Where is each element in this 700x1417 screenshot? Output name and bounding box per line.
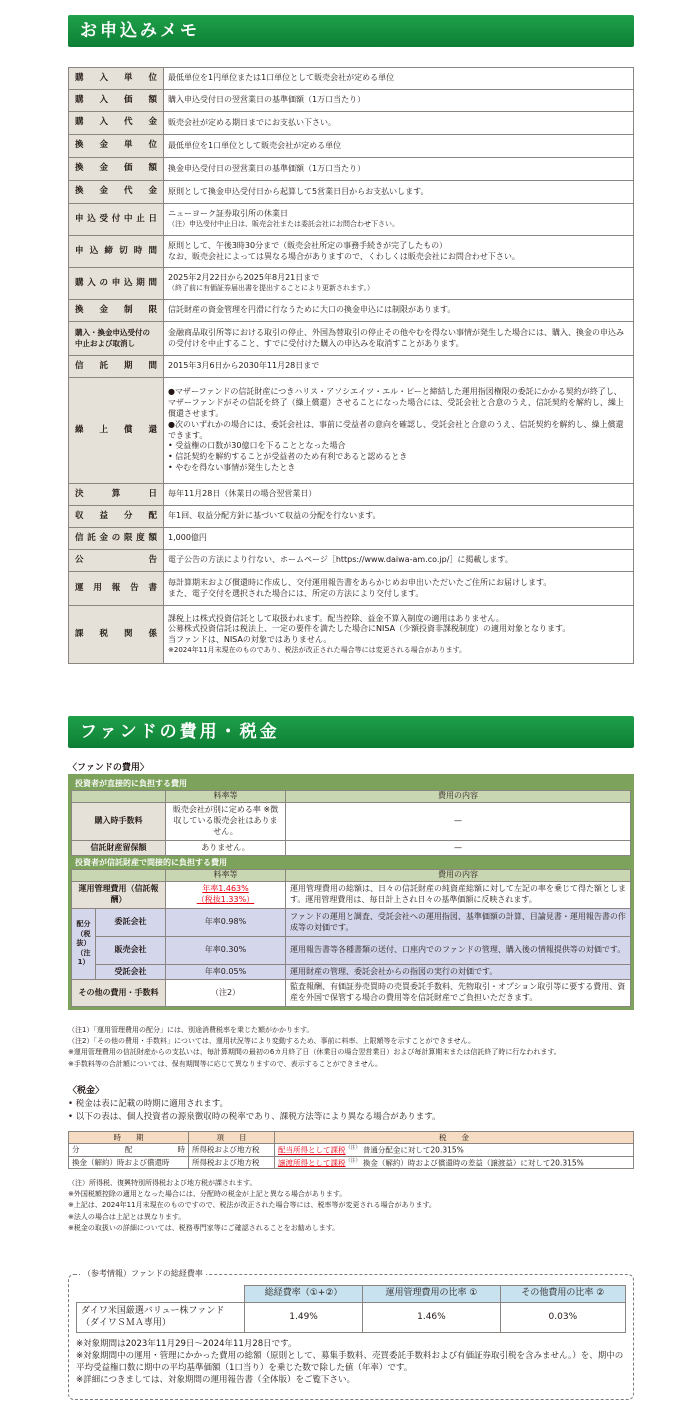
row-value: 購入申込受付日の翌営業日の基準価額（1万口当たり） (164, 90, 634, 112)
table-row (69, 135, 634, 158)
table-row (69, 204, 634, 236)
total-ratio: 1.49% (245, 1303, 363, 1333)
col-content-header: 費用の内容 (286, 791, 631, 803)
row-key: 受託会社 (96, 965, 166, 980)
col-other-header: その他費用の比率 ② (500, 1286, 625, 1303)
note-line: ※税金の取扱いの詳細については、税務専門家等にご確認されることをお勧めします。 (68, 1223, 340, 1232)
blank-header (72, 791, 166, 803)
expense-ratio-table (76, 1285, 626, 1333)
mgmt-rate-ex-tax: （税抜1.33%） (196, 895, 255, 904)
fee-notes (68, 1025, 561, 1070)
table-row (72, 965, 631, 980)
section-title: お申込みメモ (80, 21, 200, 41)
col-content-header: 費用の内容 (286, 870, 631, 882)
row-text: 原則として、午後3時30分まで（販売会社所定の事務手続きが完了したもの） (168, 240, 448, 250)
tax-note-mark: （注） (345, 1145, 361, 1151)
row-tax (275, 1156, 634, 1169)
row-content: 運用管理費用の総額は、日々の信託財産の純資産総額に対して左記の率を乗じて得た額とします。運用管理費用は、毎日計上され日々の基準価額に反映されます。 (286, 882, 631, 909)
note-line: ※詳細につきましては、対象期間の運用報告書（全体版）をご覧下さい。 (76, 1374, 355, 1385)
row-content: 運用報告書等各種書類の送付、口座内でのファンドの管理、購入後の情報提供等の対価です。 (286, 937, 631, 965)
table-row (69, 356, 634, 378)
note-line: ※対象期間は2023年11月29日～2024年11月28日です。 (76, 1339, 297, 1349)
table-header-row (72, 791, 631, 803)
row-key: 購入代金 (69, 112, 164, 135)
row-content: — (286, 841, 631, 856)
table-header-row (77, 1286, 626, 1303)
application-memo-table (68, 67, 634, 664)
row-key: 公告 (69, 550, 164, 572)
row-line: 当ファンドは、NISAの対象ではありません。 (168, 635, 332, 645)
col-rate-header: 料率等 (166, 870, 286, 882)
row-text-2: なお、販売会社によっては異なる場合がありますので、くわしくは販売会社にお問合わせ下さい。 (168, 251, 520, 261)
table-row (69, 1144, 634, 1157)
table-row (69, 528, 634, 550)
table-row (72, 803, 631, 841)
row-item: 所得税および地方税 (189, 1156, 275, 1169)
table-row (69, 606, 634, 664)
row-item: 所得税および地方税 (189, 1144, 275, 1157)
row-key: 収益分配 (69, 506, 164, 528)
row-note: （終了前に有価証券届出書を提出することにより更新されます。） (168, 284, 374, 293)
row-value: 年1回、収益分配方針に基づいて収益の分配を行ないます。 (164, 506, 634, 528)
section-header-fees-tax (68, 716, 634, 748)
bullet-line: • 税金は表に記載の時期に適用されます。 (68, 1099, 229, 1109)
section-header-application-memo (68, 15, 634, 47)
table-row (72, 841, 631, 856)
table-row (69, 158, 634, 181)
row-note: （注）申込受付中止日は、販売会社または委託会社にお問合わせ下さい。 (168, 220, 399, 229)
table-row (69, 1156, 634, 1169)
row-key: 販売会社 (96, 937, 166, 965)
tax-tag: 譲渡所得として課税 (278, 1158, 346, 1167)
col-mgmt-header: 運用管理費用の比率 ① (363, 1286, 501, 1303)
row-key: 申込受付中止日 (69, 204, 164, 236)
row-key: 換金代金 (69, 181, 164, 204)
row-value (164, 204, 634, 236)
row-key: 運用管理費用（信託報酬） (72, 882, 166, 909)
table-row (69, 68, 634, 90)
row-rate (166, 882, 286, 909)
indirect-cost-table (71, 869, 631, 1007)
table-row (77, 1303, 626, 1333)
row-value: 換金申込受付日の翌営業日の基準価額（1万口当たり） (164, 158, 634, 181)
table-header-row (72, 870, 631, 882)
mgmt-ratio: 1.46% (363, 1303, 501, 1333)
row-value: 金融商品取引所等における取引の停止、外国為替取引の停止その他やむを得ない事情が発生した場合には、購入、換金の申込みの受付けを中止すること、すでに受付けた購入の申込みを取消すことがあります。 (164, 322, 634, 356)
table-row (69, 112, 634, 135)
table-row (69, 268, 634, 300)
table-row (69, 378, 634, 484)
row-note: ※2024年11月末現在のものであり、税法が改正された場合等には変更される場合があります。 (168, 645, 467, 654)
row-rate: 年率0.30% (166, 937, 286, 965)
direct-cost-bar: 投資者が直接的に負担する費用 (75, 779, 187, 788)
row-tax (275, 1144, 634, 1157)
row-line: ●マザーファンドの信託財産につきハリス・アソシエイツ・エル・ピーと締結した運用指図権限の委託にかかる契約が終了し、マザーファンドがその信託を終了（繰上償還）させることになった場合には、受託会社と合意のうえ、信託契約を解約し、繰上償還させます。 (168, 387, 624, 418)
row-key: 換金価額 (69, 158, 164, 181)
note-line: ※外国税額控除の適用となった場合には、分配時の税金が上記と異なる場合があります。 (68, 1190, 347, 1199)
mgmt-rate: 年率1.463% (202, 884, 249, 894)
row-when: 分 配 時 (69, 1144, 189, 1157)
row-rate: 販売会社が別に定める率 ※徴収している販売会社はありません。 (166, 803, 286, 841)
fund-name: ダイワ米国厳選バリュー株ファンド（ダイワＳＭＡ専用） (77, 1303, 245, 1333)
row-line: 課税上は株式投資信託として取扱われます。配当控除、益金不算入制度の適用はありません。 (168, 613, 504, 623)
tax-desc: 換金（解約）時および償還時の差益（譲渡益）に対して20.315% (362, 1158, 584, 1167)
row-value: 最低単位を1口単位として販売会社が定める単位 (164, 135, 634, 158)
row-value: 2015年3月6日から2030年11月28日まで (164, 356, 634, 378)
row-key: その他の費用・手数料 (72, 980, 166, 1007)
row-value: 原則として換金申込受付日から起算して5営業日目からお支払いします。 (164, 181, 634, 204)
table-row (69, 236, 634, 268)
fees-box (68, 774, 634, 1010)
row-rate: 年率0.98% (166, 909, 286, 937)
note-line: ※法人の場合は上記とは異なります。 (68, 1212, 186, 1221)
other-ratio: 0.03% (500, 1303, 625, 1333)
row-when: 換金（解約）時および償還時 (69, 1156, 189, 1169)
row-key: 購入価額 (69, 90, 164, 112)
row-key: 信託金の限度額 (69, 528, 164, 550)
row-key: 運用報告書 (69, 572, 164, 606)
table-row (72, 980, 631, 1007)
row-key: 申込締切時間 (69, 236, 164, 268)
allocation-label: 配分（税抜）（注1） (72, 909, 96, 980)
note-line: （注）所得税、復興特別所得税および地方税が課されます。 (68, 1179, 257, 1187)
row-content: — (286, 803, 631, 841)
table-row (69, 322, 634, 356)
row-line: • 受益権の口数が30億口を下ることとなった場合 (168, 441, 346, 451)
note-line: ※手数料等の合計額については、保有期間等に応じて異なりますので、表示することができません。 (68, 1059, 383, 1068)
row-key: 信託期間 (69, 356, 164, 378)
row-key: 換金制限 (69, 300, 164, 322)
note-line: ※対象期間中の運用・管理にかかった費用の総額（原則として、募集手数料、売買委託手数料および有価証券取引税を含みません。）を、期中の平均受益権口数に期中の平均基準価額（1口当り）を乗じた数で除した値（年率）です。 (76, 1350, 624, 1373)
note-line: （注2）「その他の費用・手数料」については、運用状況等により変動するため、事前に料率、上限額等を示すことができません。 (68, 1037, 475, 1046)
table-row (69, 484, 634, 506)
table-row (69, 90, 634, 112)
row-line: ●次のいずれかの場合には、委託会社は、事前に受益者の意向を確認し、受託会社と合意のうえ、信託契約を解約し、繰上償還できます。 (168, 419, 624, 440)
row-key: 換金単位 (69, 135, 164, 158)
row-key: 購入単位 (69, 68, 164, 90)
fees-heading: 〈ファンドの費用〉 (68, 763, 149, 773)
tax-desc: 普通分配金に対して20.315% (362, 1145, 464, 1155)
section-title: ファンドの費用・税金 (80, 722, 280, 742)
table-header-row (69, 1132, 634, 1144)
table-row (69, 550, 634, 572)
note-line: （注1）「運用管理費用の配分」には、別途消費税率を乗じた額がかかります。 (68, 1026, 314, 1034)
blank-header (72, 870, 166, 882)
row-value: 信託財産の資金管理を円滑に行なうために大口の換金申込には制限があります。 (164, 300, 634, 322)
direct-cost-table (71, 790, 631, 856)
row-key: 繰上償還 (69, 378, 164, 484)
table-row (69, 181, 634, 204)
table-row (72, 937, 631, 965)
tax-heading: 〈税金〉 (68, 1086, 105, 1096)
tax-tag: 配当所得として課税 (278, 1145, 346, 1155)
row-text: 2025年2月22日から2025年8月21日まで (168, 273, 320, 283)
tax-bullets (68, 1098, 441, 1124)
table-row (72, 909, 631, 937)
row-line: • 信託契約を解約することが受益者のため有利であると認めるとき (168, 452, 408, 462)
row-line: 公募株式投資信託は税法上、一定の要件を満たした場合にNISA（少額投資非課税制度）の適用対象となります。 (168, 624, 571, 634)
col-total-header: 総経費率（①+②） (245, 1286, 363, 1303)
row-key: 信託財産留保額 (72, 841, 166, 856)
bullet-line: • 以下の表は、個人投資者の源泉徴収時の税率であり、課税方法等により異なる場合があります。 (68, 1111, 441, 1122)
row-content: 運用財産の管理、委託会社からの指図の実行の対価です。 (286, 965, 631, 980)
table-row (69, 300, 634, 322)
col-when-header: 時 期 (69, 1132, 189, 1144)
row-text: ニューヨーク証券取引所の休業日 (168, 209, 288, 219)
row-key: 委託会社 (96, 909, 166, 937)
row-value (164, 268, 634, 300)
reference-label: （参考情報）ファンドの総経費率 (80, 1268, 206, 1279)
row-rate: ありません。 (166, 841, 286, 856)
indirect-cost-bar: 投資者が信託財産で間接的に負担する費用 (75, 858, 227, 867)
table-row (69, 506, 634, 528)
row-content: ファンドの運用と調査、受託会社への運用指図、基準価額の計算、目論見書・運用報告書の作成等の対価です。 (286, 909, 631, 937)
row-key: 購入時手数料 (72, 803, 166, 841)
col-rate-header: 料率等 (166, 791, 286, 803)
row-text: 毎計算期末および償還時に作成し、交付運用報告書をあらかじめお申出いただいたご住所にお届けします。 (168, 577, 552, 587)
row-value: 最低単位を1円単位または1口単位として販売会社が定める単位 (164, 68, 634, 90)
row-content: 監査報酬、有価証券売買時の売買委託手数料、先物取引・オプション取引等に要する費用、資産を外国で保管する場合の費用等を信託財産でご負担いただきます。 (286, 980, 631, 1007)
row-value: 毎年11月28日（休業日の場合翌営業日） (164, 484, 634, 506)
col-tax-header: 税 金 (275, 1132, 634, 1144)
row-key: 課税関係 (69, 606, 164, 664)
row-key: 購入・換金申込受付の中止および取消し (69, 322, 164, 356)
col-item-header: 項 目 (189, 1132, 275, 1144)
tax-note-mark: （注） (345, 1157, 361, 1164)
tax-table (68, 1131, 634, 1169)
row-value: 1,000億円 (164, 528, 634, 550)
row-rate: 年率0.05% (166, 965, 286, 980)
reference-notes (76, 1339, 626, 1387)
row-value: 電子公告の方法により行ない、ホームページ［https://www.daiwa-am.co.jp/］に掲載します。 (164, 550, 634, 572)
row-value: 販売会社が定める期日までにお支払い下さい。 (164, 112, 634, 135)
row-line: • やむを得ない事情が発生したとき (168, 462, 296, 472)
table-row (72, 882, 631, 909)
row-text-2: また、電子交付を選択された場合には、所定の方法により交付します。 (168, 588, 424, 598)
row-key: 購入の申込期間 (69, 268, 164, 300)
row-key: 決算日 (69, 484, 164, 506)
row-value (164, 606, 634, 664)
blank-header (77, 1286, 245, 1303)
table-row (69, 572, 634, 606)
tax-notes (68, 1178, 436, 1234)
row-rate: （注2） (166, 980, 286, 1007)
row-value (164, 378, 634, 484)
row-value (164, 572, 634, 606)
row-value (164, 236, 634, 268)
note-line: ※運用管理費用の信託財産からの支払いは、毎計算期間の最初の6カ月終了日（休業日の場合翌営業日）および毎計算期末または信託終了時に行なわれます。 (68, 1048, 561, 1057)
note-line: ※上記は、2024年11月末現在のものですので、税法が改正された場合等には、税率等が変更される場合があります。 (68, 1201, 436, 1210)
